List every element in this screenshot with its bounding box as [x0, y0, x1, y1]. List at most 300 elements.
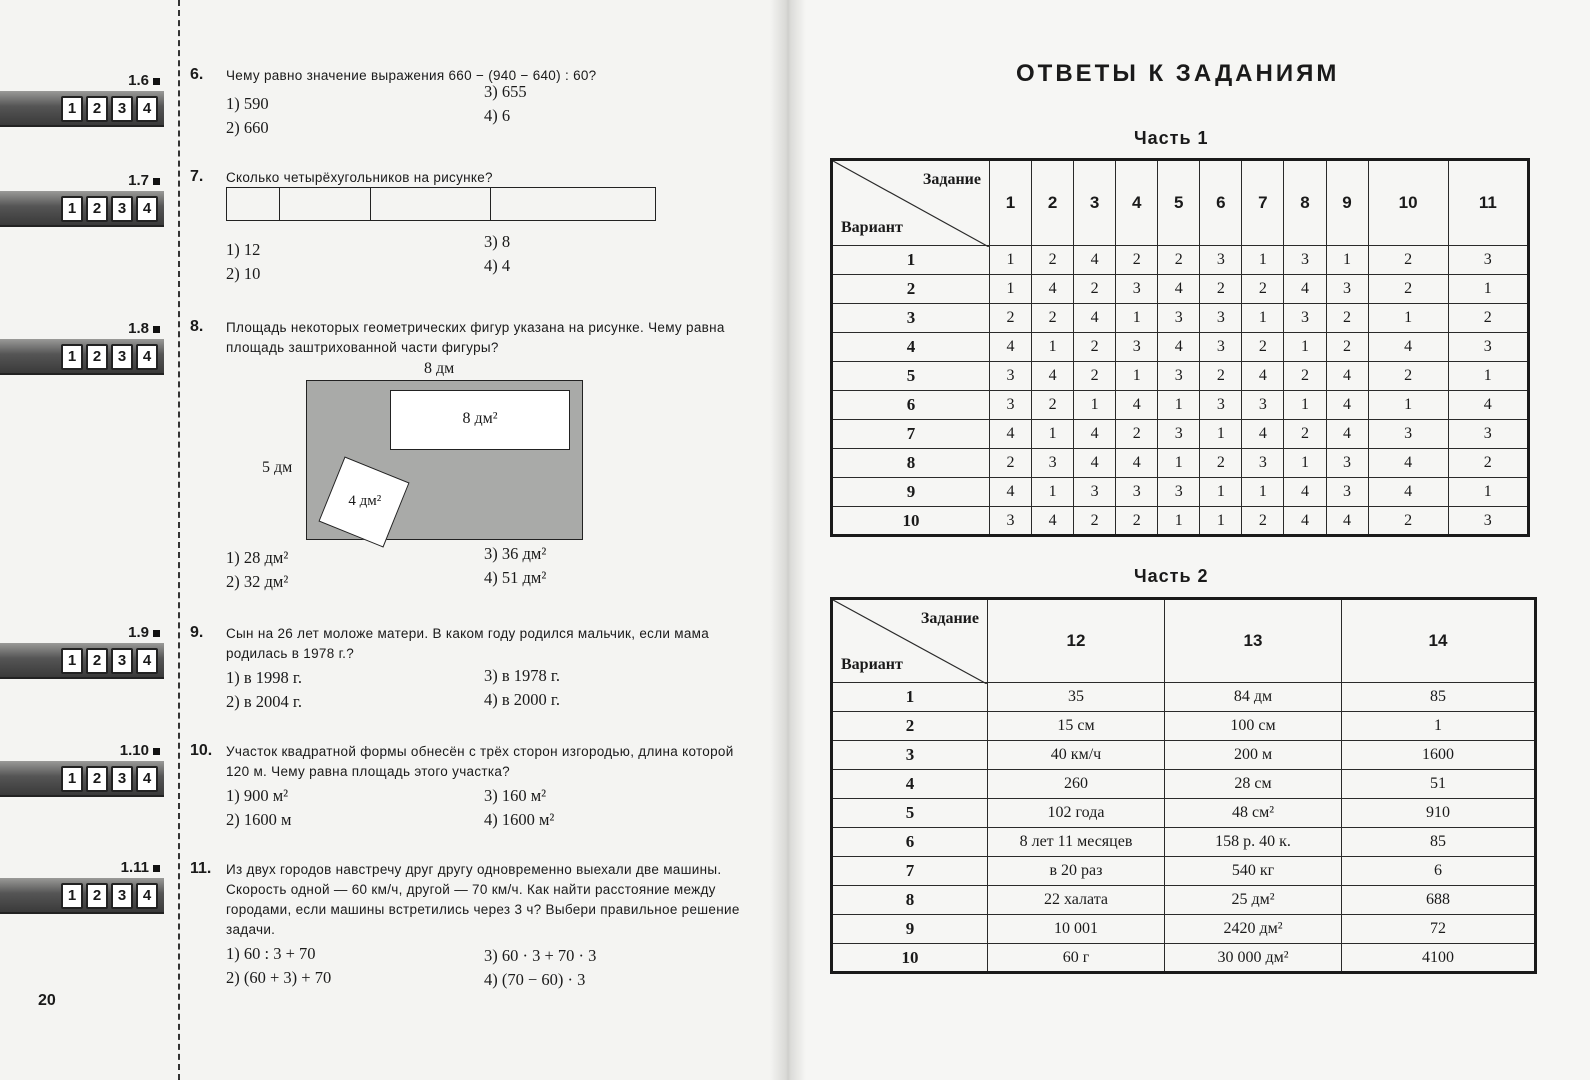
- answer-cell: 4: [990, 333, 1032, 362]
- task-6: [190, 66, 760, 137]
- answer-cell: 1: [1074, 391, 1116, 420]
- answer-cell: 1: [1116, 304, 1158, 333]
- answer-cell: 2420 дм²: [1165, 915, 1342, 944]
- table-row: [832, 246, 1529, 275]
- answer-box[interactable]: 1: [61, 766, 83, 792]
- table-row: [832, 362, 1529, 391]
- variant-cell: 6: [832, 828, 988, 857]
- answer-cell: 51: [1342, 770, 1536, 799]
- answer-cell: 3: [1074, 478, 1116, 507]
- variant-cell: 6: [832, 391, 990, 420]
- option: 3) 8: [484, 232, 511, 251]
- option: 1) 900 м²: [226, 786, 289, 805]
- answer-cell: 4: [1284, 507, 1326, 536]
- task-9: [190, 624, 760, 712]
- answer-cell: 3: [990, 362, 1032, 391]
- variant-cell: 1: [832, 246, 990, 275]
- answer-cell: 22 халата: [988, 886, 1165, 915]
- option: 1) 12: [226, 240, 261, 259]
- table-row: [832, 478, 1529, 507]
- option: 4) 1600 м²: [484, 810, 555, 829]
- task-options: [226, 664, 760, 712]
- option: 2) 1600 м: [226, 810, 292, 829]
- answer-box[interactable]: 2: [86, 96, 108, 122]
- column-header: 10: [1368, 160, 1448, 246]
- answer-cell: 4100: [1342, 944, 1536, 973]
- task-question: Из двух городов навстречу друг другу одновременно выехали две машины. Скорость одной — 60 км/ч, другой — 70 км/ч. Как найти расстояние между городами, если машины встретились через 3 ч? Выбери правильное решение задачи.: [226, 862, 740, 937]
- answer-cell: 3: [1158, 478, 1200, 507]
- answer-bar: [0, 761, 164, 797]
- answer-cell: 2: [1116, 246, 1158, 275]
- answer-cell: 158 р. 40 к.: [1165, 828, 1342, 857]
- column-header: 3: [1074, 160, 1116, 246]
- answer-cell: 1: [990, 246, 1032, 275]
- answer-cell: 1: [1284, 391, 1326, 420]
- answer-cell: 4: [1284, 478, 1326, 507]
- answer-cell: 3: [990, 507, 1032, 536]
- tab-label: 1.7: [128, 172, 149, 189]
- answer-cell: 2: [990, 449, 1032, 478]
- option: 4) 4: [484, 256, 511, 275]
- answer-cell: 3: [1200, 246, 1242, 275]
- part-2-title: Часть 2: [1134, 566, 1209, 586]
- answer-cell: 2: [1448, 449, 1528, 478]
- answer-box[interactable]: 4: [136, 196, 158, 222]
- variant-cell: 7: [832, 420, 990, 449]
- table-row: [832, 420, 1529, 449]
- part-1-answers-table: [830, 158, 1530, 537]
- answer-cell: 1: [1032, 420, 1074, 449]
- tab-label: 1.8: [128, 320, 149, 337]
- answer-cell: 2: [1200, 275, 1242, 304]
- answer-cell: 4: [1326, 391, 1368, 420]
- tab-label: 1.6: [128, 72, 149, 89]
- variant-cell: 7: [832, 857, 988, 886]
- shaded-rectangle: [306, 380, 583, 540]
- answer-cell: 4: [1284, 275, 1326, 304]
- answer-cell: 4: [990, 420, 1032, 449]
- answer-cell: 3: [1448, 246, 1528, 275]
- answer-cell: 35: [988, 683, 1165, 712]
- answer-cell: 8 лет 11 месяцев: [988, 828, 1165, 857]
- option: 1) 60 : 3 + 70: [226, 944, 316, 963]
- figure-width-label: 8 дм: [424, 360, 455, 377]
- task-number: 11.: [190, 860, 212, 877]
- answer-cell: 3: [1032, 449, 1074, 478]
- answer-cell: 2: [1116, 507, 1158, 536]
- column-header: 8: [1284, 160, 1326, 246]
- answer-bar: [0, 339, 164, 375]
- answer-cell: 4: [1368, 449, 1448, 478]
- answer-cell: 4: [1158, 333, 1200, 362]
- answer-cell: 3: [1200, 333, 1242, 362]
- answer-cell: 3: [1158, 362, 1200, 391]
- option: 2) 660: [226, 118, 269, 137]
- answer-box[interactable]: 4: [136, 344, 158, 370]
- answer-cell: 2: [1242, 507, 1284, 536]
- answer-cell: 3: [1326, 275, 1368, 304]
- answer-cell: 3: [1448, 333, 1528, 362]
- column-header: 4: [1116, 160, 1158, 246]
- answer-box[interactable]: 3: [111, 648, 133, 674]
- answer-cell: 2: [1032, 391, 1074, 420]
- table-row: [832, 683, 1536, 712]
- answer-cell: 2: [1032, 304, 1074, 333]
- answer-cell: 3: [1368, 420, 1448, 449]
- answer-box[interactable]: 4: [136, 648, 158, 674]
- answer-cell: 4: [1242, 362, 1284, 391]
- column-header: 2: [1032, 160, 1074, 246]
- variant-cell: 10: [832, 944, 988, 973]
- answer-cell: 1: [1284, 333, 1326, 362]
- answer-cell: 2: [1326, 333, 1368, 362]
- answer-cell: 1: [1242, 246, 1284, 275]
- figure-segment: [370, 188, 371, 220]
- answer-cell: 2: [1368, 362, 1448, 391]
- column-header: 14: [1342, 599, 1536, 683]
- answer-cell: 28 см: [1165, 770, 1342, 799]
- task-10: [190, 742, 760, 830]
- area-figure: [250, 360, 610, 550]
- task-number: 9.: [190, 624, 204, 641]
- answer-cell: 260: [988, 770, 1165, 799]
- answer-cell: 4: [1242, 420, 1284, 449]
- answer-cell: 1: [1242, 478, 1284, 507]
- figure-segment: [279, 188, 280, 220]
- answer-cell: 4: [1074, 304, 1116, 333]
- answer-box[interactable]: 3: [111, 344, 133, 370]
- answer-cell: 6: [1342, 857, 1536, 886]
- answer-cell: 1: [1200, 420, 1242, 449]
- answer-cell: 84 дм: [1165, 683, 1342, 712]
- answer-cell: 40 км/ч: [988, 741, 1165, 770]
- answer-cell: 2: [1200, 449, 1242, 478]
- variant-cell: 4: [832, 333, 990, 362]
- answer-box[interactable]: 1: [61, 96, 83, 122]
- answer-cell: 4: [1116, 391, 1158, 420]
- answer-cell: 1: [1242, 304, 1284, 333]
- answer-bar: [0, 643, 164, 679]
- task-number: 6.: [190, 66, 204, 83]
- answer-cell: 4: [1116, 449, 1158, 478]
- answer-cell: 1: [1116, 362, 1158, 391]
- answer-cell: 3: [1200, 391, 1242, 420]
- answer-box[interactable]: 4: [136, 96, 158, 122]
- answer-cell: 4: [1074, 420, 1116, 449]
- answer-box[interactable]: 1: [61, 648, 83, 674]
- variant-cell: 1: [832, 683, 988, 712]
- answer-cell: 100 см: [1165, 712, 1342, 741]
- answer-cell: 2: [1074, 275, 1116, 304]
- task-question: Чему равно значение выражения 660 − (940 − 640) : 60?: [226, 68, 597, 83]
- variant-cell: 9: [832, 478, 990, 507]
- square-bullet-icon: [153, 78, 160, 85]
- answer-cell: 102 года: [988, 799, 1165, 828]
- answer-cell: 85: [1342, 828, 1536, 857]
- figure-height-label: 5 дм: [262, 459, 293, 476]
- answer-cell: 3: [1326, 478, 1368, 507]
- answer-cell: 4: [1326, 507, 1368, 536]
- answer-cell: 4: [1032, 275, 1074, 304]
- answer-cell: 4: [1326, 420, 1368, 449]
- column-header: 7: [1242, 160, 1284, 246]
- task-question: Участок квадратной формы обнесён с трёх сторон изгородью, длина которой 120 м. Чему равна площадь этого участка?: [226, 744, 734, 779]
- square-bullet-icon: [153, 865, 160, 872]
- option: 3) 60 · 3 + 70 · 3: [484, 946, 597, 965]
- variant-cell: 8: [832, 449, 990, 478]
- answer-cell: 3: [990, 391, 1032, 420]
- table-row: [832, 799, 1536, 828]
- answer-cell: 1: [1448, 275, 1528, 304]
- answer-cell: 2: [1074, 362, 1116, 391]
- answer-box[interactable]: 3: [111, 766, 133, 792]
- answer-cell: 4: [1074, 246, 1116, 275]
- answer-cell: в 20 раз: [988, 857, 1165, 886]
- option: 4) в 2000 г.: [484, 690, 560, 709]
- option: 4) 6: [484, 106, 511, 125]
- answer-cell: 1: [1342, 712, 1536, 741]
- answer-cell: 2: [1368, 246, 1448, 275]
- answer-box[interactable]: 3: [111, 196, 133, 222]
- variant-cell: 10: [832, 507, 990, 536]
- answer-cell: 10 001: [988, 915, 1165, 944]
- answer-box[interactable]: 4: [136, 883, 158, 909]
- corner-task-label: Задание: [922, 171, 981, 188]
- answer-cell: 30 000 дм²: [1165, 944, 1342, 973]
- option: 2) 10: [226, 264, 261, 283]
- answer-cell: 1: [990, 275, 1032, 304]
- column-header: 1: [990, 160, 1032, 246]
- answer-cell: 2: [1242, 333, 1284, 362]
- option: 1) 590: [226, 94, 269, 113]
- answer-cell: 1: [1032, 333, 1074, 362]
- task-question: Площадь некоторых геометрических фигур указана на рисунке. Чему равна площадь заштрихованной части фигуры?: [226, 320, 725, 355]
- answer-cell: 1: [1200, 507, 1242, 536]
- answer-cell: 3: [1200, 304, 1242, 333]
- answer-cell: 1: [1448, 362, 1528, 391]
- task-options: [226, 82, 760, 137]
- answer-cell: 2: [990, 304, 1032, 333]
- answer-cell: 1: [1448, 478, 1528, 507]
- part-1-title: Часть 1: [1134, 128, 1209, 148]
- option: 1) в 1998 г.: [226, 668, 302, 687]
- variant-cell: 9: [832, 915, 988, 944]
- square-bullet-icon: [153, 178, 160, 185]
- answer-cell: 4: [1074, 449, 1116, 478]
- table-row: [832, 741, 1536, 770]
- answer-box[interactable]: 1: [61, 883, 83, 909]
- answer-cell: 2: [1032, 246, 1074, 275]
- answer-bar: [0, 91, 164, 127]
- answer-cell: 1: [1158, 507, 1200, 536]
- square-bullet-icon: [153, 630, 160, 637]
- task-options: [226, 782, 760, 830]
- quadrilateral-figure: [226, 187, 656, 221]
- variant-cell: 2: [832, 275, 990, 304]
- inner-rectangle: [390, 390, 570, 450]
- corner-variant-label: Вариант: [841, 219, 903, 236]
- task-number: 7.: [190, 168, 204, 185]
- answer-cell: 2: [1368, 275, 1448, 304]
- answer-box[interactable]: 2: [86, 766, 108, 792]
- option: 4) 51 дм²: [484, 568, 547, 587]
- task-8-options: [190, 540, 760, 591]
- page-number: 20: [38, 992, 56, 1009]
- table-row: [832, 449, 1529, 478]
- answer-cell: 4: [1326, 362, 1368, 391]
- answer-cell: 4: [1368, 333, 1448, 362]
- task-options: [226, 940, 760, 988]
- answer-cell: 2: [1074, 333, 1116, 362]
- option: 2) в 2004 г.: [226, 692, 302, 711]
- task-number: 10.: [190, 742, 213, 759]
- tab-label: 1.9: [128, 624, 149, 641]
- part-1-table-body: [832, 246, 1529, 536]
- answer-cell: 1: [1032, 478, 1074, 507]
- answer-cell: 3: [1284, 246, 1326, 275]
- table-row: [832, 304, 1529, 333]
- variant-cell: 4: [832, 770, 988, 799]
- answer-bar: [0, 878, 164, 914]
- option: 2) (60 + 3) + 70: [226, 968, 332, 987]
- answer-cell: 2: [1200, 362, 1242, 391]
- task-7: [190, 168, 760, 188]
- answer-cell: 1: [1158, 391, 1200, 420]
- table-row: [832, 857, 1536, 886]
- answer-tabs: [0, 0, 172, 1080]
- option: 3) 36 дм²: [484, 544, 547, 563]
- option: 3) 160 м²: [484, 786, 547, 805]
- answer-cell: 2: [1448, 304, 1528, 333]
- option: 3) в 1978 г.: [484, 666, 560, 685]
- answer-cell: 3: [1326, 449, 1368, 478]
- square-area-label: 4 дм²: [347, 493, 381, 510]
- tab-label: 1.10: [119, 742, 149, 759]
- answer-cell: 910: [1342, 799, 1536, 828]
- column-header: 5: [1158, 160, 1200, 246]
- column-header: 11: [1448, 160, 1528, 246]
- inner-square: [318, 456, 409, 547]
- column-header: 12: [988, 599, 1165, 683]
- table-row: [832, 886, 1536, 915]
- figure-segment: [490, 188, 491, 220]
- answer-box[interactable]: 2: [86, 648, 108, 674]
- answer-cell: 72: [1342, 915, 1536, 944]
- task-8: [190, 318, 760, 358]
- answer-box[interactable]: 2: [86, 883, 108, 909]
- option: 4) (70 − 60) · 3: [484, 970, 586, 989]
- table-row: [832, 828, 1536, 857]
- task-7-options: [190, 232, 760, 283]
- answer-cell: 2: [1158, 246, 1200, 275]
- answer-box[interactable]: 2: [86, 196, 108, 222]
- answer-box[interactable]: 4: [136, 766, 158, 792]
- page-title: ОТВЕТЫ К ЗАДАНИЯМ: [1016, 60, 1340, 87]
- square-bullet-icon: [153, 748, 160, 755]
- answer-cell: 1: [1284, 449, 1326, 478]
- answer-cell: 4: [1032, 362, 1074, 391]
- answer-cell: 3: [1242, 391, 1284, 420]
- variant-cell: 5: [832, 799, 988, 828]
- answer-cell: 4: [1368, 478, 1448, 507]
- task-question: Сколько четырёхугольников на рисунке?: [226, 170, 493, 185]
- answer-cell: 48 см²: [1165, 799, 1342, 828]
- variant-cell: 3: [832, 304, 990, 333]
- variant-cell: 8: [832, 886, 988, 915]
- answer-box[interactable]: 3: [111, 883, 133, 909]
- answer-cell: 688: [1342, 886, 1536, 915]
- answer-cell: 3: [1116, 275, 1158, 304]
- rect-area-label: 8 дм²: [462, 410, 498, 427]
- option: 3) 655: [484, 82, 527, 101]
- corner-task-label: Задание: [920, 610, 979, 627]
- answer-cell: 1600: [1342, 741, 1536, 770]
- answer-cell: 4: [1448, 391, 1528, 420]
- corner-variant-label: Вариант: [841, 656, 903, 673]
- answer-cell: 2: [1368, 507, 1448, 536]
- answer-bar: [0, 191, 164, 227]
- tab-label: 1.11: [120, 859, 149, 876]
- answer-cell: 1: [1368, 304, 1448, 333]
- task-number: 8.: [190, 318, 204, 335]
- variant-cell: 3: [832, 741, 988, 770]
- answer-cell: 2: [1116, 420, 1158, 449]
- answer-cell: 200 м: [1165, 741, 1342, 770]
- answer-cell: 60 г: [988, 944, 1165, 973]
- answer-box[interactable]: 2: [86, 344, 108, 370]
- answer-box[interactable]: 1: [61, 196, 83, 222]
- table-corner-cell: [832, 599, 988, 683]
- table-row: [832, 770, 1536, 799]
- part-2-table-body: [832, 683, 1536, 973]
- square-bullet-icon: [153, 326, 160, 333]
- book-gutter: [770, 0, 806, 1080]
- table-row: [832, 391, 1529, 420]
- answer-cell: 3: [1284, 304, 1326, 333]
- variant-cell: 2: [832, 712, 988, 741]
- answer-cell: 3: [1448, 420, 1528, 449]
- answer-cell: 3: [1448, 507, 1528, 536]
- answer-box[interactable]: 3: [111, 96, 133, 122]
- table-row: [832, 507, 1529, 536]
- option: 2) 32 дм²: [226, 572, 289, 591]
- answer-cell: 4: [1032, 507, 1074, 536]
- table-row: [832, 275, 1529, 304]
- table-row: [832, 333, 1529, 362]
- table-row: [832, 944, 1536, 973]
- part-2-answers-table: [830, 597, 1537, 974]
- column-header: 9: [1326, 160, 1368, 246]
- answer-cell: 4: [1158, 275, 1200, 304]
- task-11: [190, 860, 760, 988]
- answer-cell: 2: [1284, 362, 1326, 391]
- answer-cell: 85: [1342, 683, 1536, 712]
- answer-cell: 15 см: [988, 712, 1165, 741]
- answer-cell: 3: [1158, 304, 1200, 333]
- variant-cell: 5: [832, 362, 990, 391]
- table-corner-cell: [832, 160, 990, 246]
- answer-cell: 2: [1074, 507, 1116, 536]
- cut-line: [178, 0, 180, 1080]
- answer-cell: 1: [1326, 246, 1368, 275]
- answer-cell: 2: [1326, 304, 1368, 333]
- task-question: Сын на 26 лет моложе матери. В каком году родился мальчик, если мама родилась в 1978 г.?: [226, 626, 710, 661]
- answer-cell: 1: [1368, 391, 1448, 420]
- column-header: 13: [1165, 599, 1342, 683]
- answer-cell: 1: [1200, 478, 1242, 507]
- answer-box[interactable]: 1: [61, 344, 83, 370]
- answer-cell: 3: [1242, 449, 1284, 478]
